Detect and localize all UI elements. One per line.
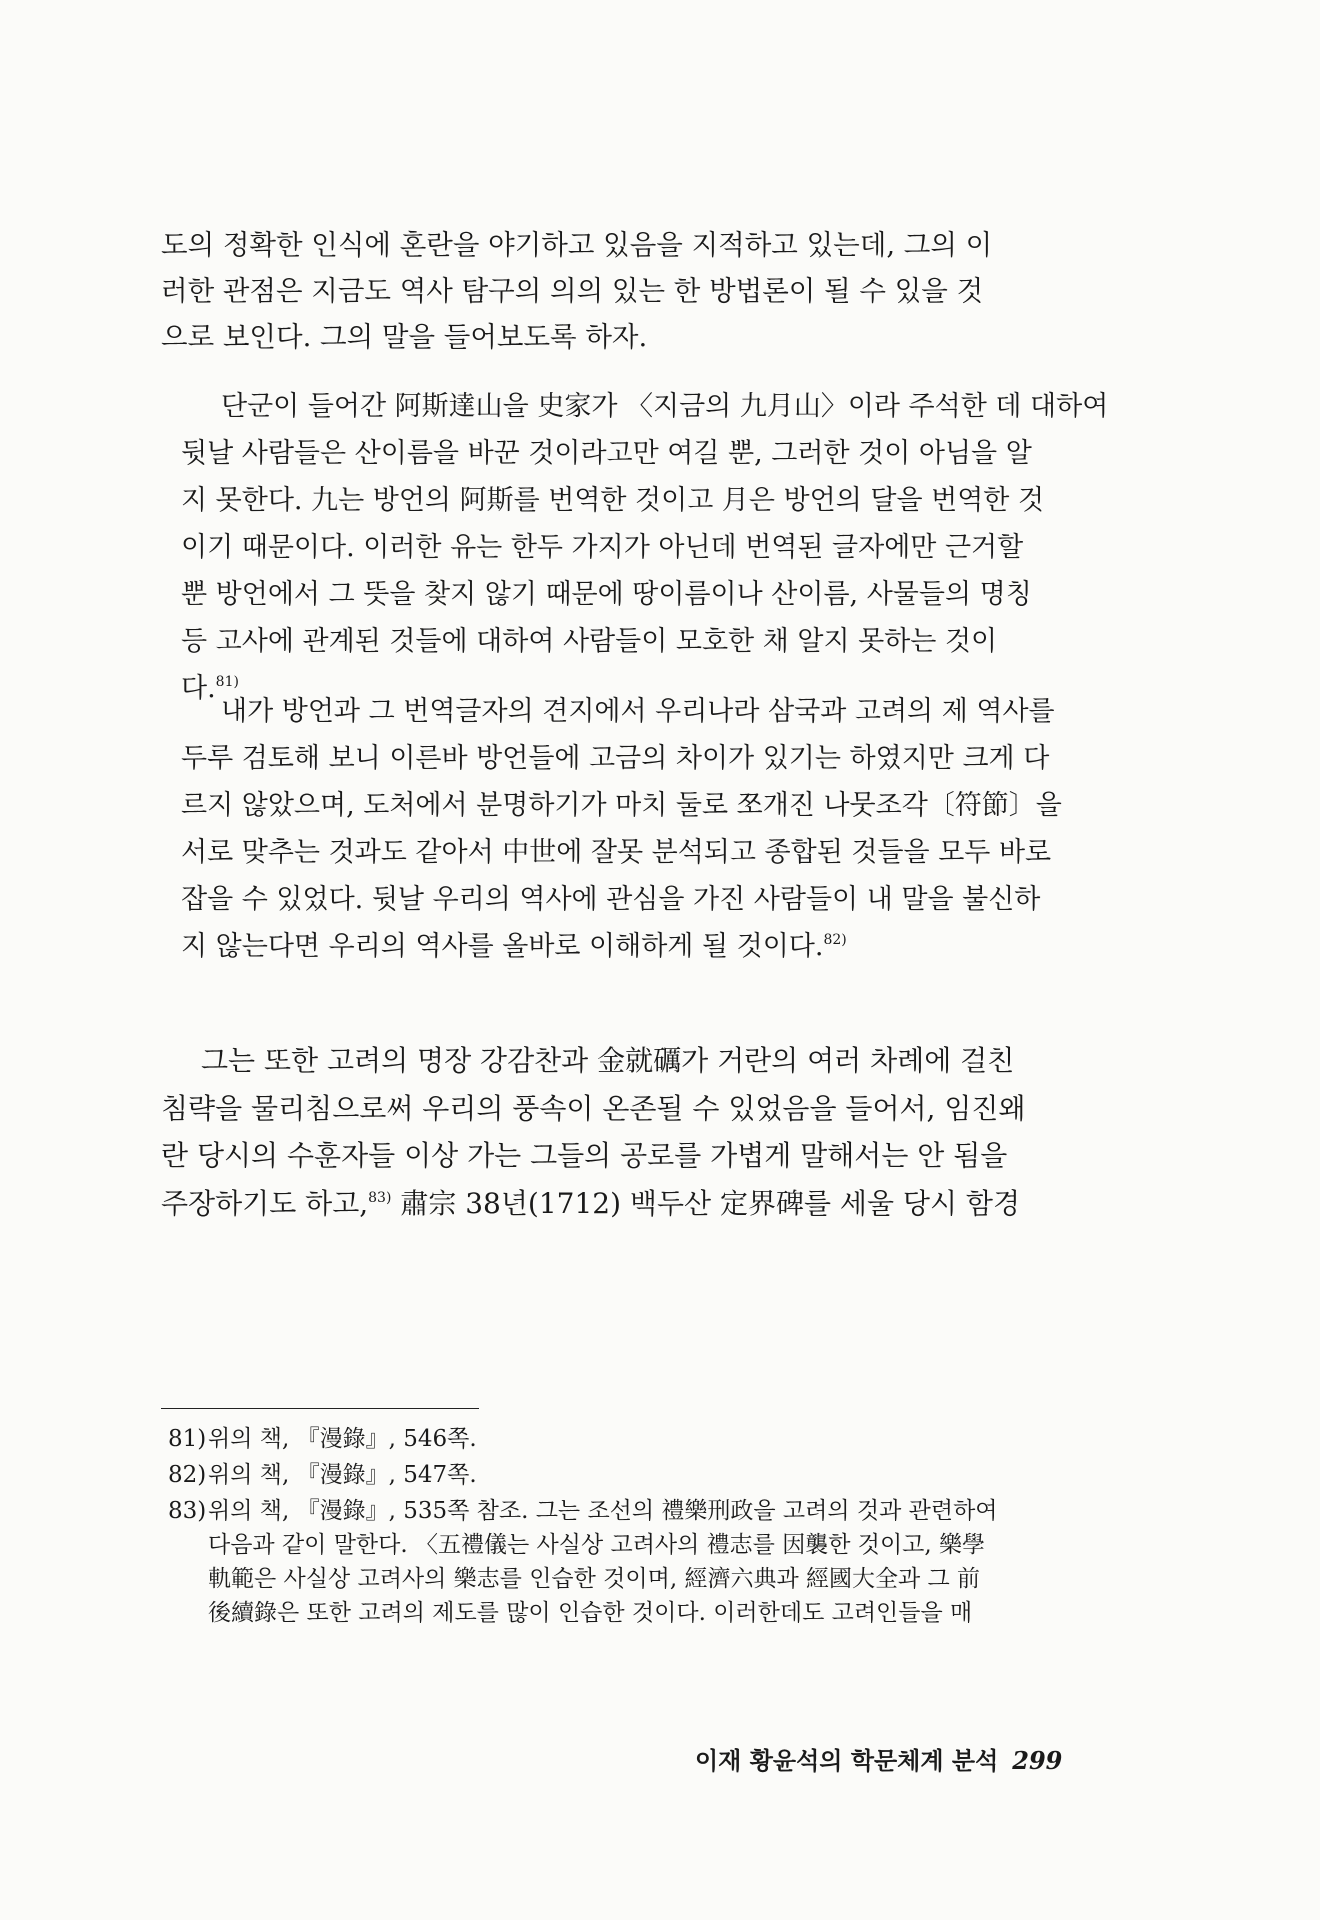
text-line (161, 1180, 1105, 1228)
footnote-ref: 83) (368, 1189, 392, 1206)
text-fragment: 다. (181, 673, 216, 704)
footnote-divider (161, 1408, 479, 1409)
text-line: 그는 또한 고려의 명장 강감찬과 金就礪가 거란의 여러 차례에 걸친 (201, 1044, 1015, 1077)
text-line: 지 못한다. 九는 방언의 阿斯를 번역한 것이고 月은 방언의 달을 번역한 것 (181, 485, 1045, 516)
text-line: 으로 보인다. 그의 말을 들어보도록 하자. (161, 321, 648, 353)
text-fragment: 肅宗 38년(1712) 백두산 定界碑를 세울 당시 함경 (391, 1186, 1020, 1220)
footnote-ref: 81) (215, 674, 239, 690)
text-line: 르지 않았으며, 도처에서 분명하기가 마치 둘로 쪼개진 나뭇조각〔符節〕을 (181, 790, 1062, 821)
text-fragment: 주장하기도 하고, (161, 1186, 369, 1220)
footer-title: 이재 황윤석의 학문체계 분석 (695, 1746, 999, 1775)
footnote-82 (168, 1458, 1105, 1492)
running-footer (695, 1741, 1062, 1776)
quote-paragraph-1 (181, 383, 1109, 712)
quote-paragraph-2 (181, 688, 1105, 970)
footnote-number: 81) (168, 1426, 207, 1452)
body-paragraph-1 (161, 222, 1105, 360)
footnote-number: 83) (168, 1498, 207, 1524)
page-number: 299 (1012, 1746, 1063, 1775)
text-line: 내가 방언과 그 번역글자의 견지에서 우리나라 삼국과 고려의 제 역사를 (221, 696, 1055, 727)
footnote-text: 위의 책, 『漫錄』, 547쪽. (208, 1462, 477, 1488)
text-line: 등 고사에 관계된 것들에 대하여 사람들이 모호한 채 알지 못하는 것이 (181, 626, 998, 657)
text-line (181, 923, 1105, 970)
footnote-83 (168, 1494, 1105, 1630)
text-line: 도의 정확한 인식에 혼란을 야기하고 있음을 지적하고 있는데, 그의 이 (161, 229, 993, 261)
body-paragraph-2 (161, 1037, 1105, 1227)
text-line: 러한 관점은 지금도 역사 탐구의 의의 있는 한 방법론이 될 수 있을 것 (161, 275, 984, 307)
text-line: 서로 맞추는 것과도 같아서 中世에 잘못 분석되고 종합된 것들을 모두 바로 (181, 837, 1052, 868)
footnote-number: 82) (168, 1462, 207, 1488)
text-line: 잡을 수 있었다. 뒷날 우리의 역사에 관심을 가진 사람들이 내 말을 불신하 (181, 884, 1041, 915)
footnote-continuation: 後續錄은 또한 고려의 제도를 많이 인습한 것이다. 이러한데도 고려인들을 매 (208, 1600, 973, 1626)
text-line: 뒷날 사람들은 산이름을 바꾼 것이라고만 여길 뿐, 그러한 것이 아님을 알 (181, 438, 1032, 469)
footnote-81 (168, 1422, 1105, 1456)
text-line: 이기 때문이다. 이러한 유는 한두 가지가 아닌데 번역된 글자에만 근거할 (181, 532, 1024, 563)
footnote-continuation: 軌範은 사실상 고려사의 樂志를 인습한 것이며, 經濟六典과 經國大全과 그 前 (208, 1566, 981, 1592)
text-line: 란 당시의 수훈자들 이상 가는 그들의 공로를 가볍게 말해서는 안 됨을 (161, 1139, 1008, 1172)
footnote-text: 위의 책, 『漫錄』, 535쪽 참조. 그는 조선의 禮樂刑政을 고려의 것과 관련하여 (208, 1498, 998, 1524)
text-line: 침략을 물리침으로써 우리의 풍속이 온존될 수 있었음을 들어서, 임진왜 (161, 1091, 1026, 1125)
text-fragment: 지 않는다면 우리의 역사를 올바로 이해하게 될 것이다. (181, 931, 824, 962)
footnote-continuation: 다음과 같이 말한다. 〈五禮儀는 사실상 고려사의 禮志를 因襲한 것이고, 樂學 (208, 1532, 985, 1558)
text-line: 두루 검토해 보니 이른바 방언들에 고금의 차이가 있기는 하였지만 크게 다 (181, 743, 1050, 774)
footnote-text: 위의 책, 『漫錄』, 546쪽. (208, 1426, 477, 1452)
footnote-ref: 82) (823, 932, 847, 948)
text-line: 뿐 방언에서 그 뜻을 찾지 않기 때문에 땅이름이나 산이름, 사물들의 명칭 (181, 579, 1032, 610)
text-line: 단군이 들어간 阿斯達山을 史家가 〈지금의 九月山〉이라 주석한 데 대하여 (221, 391, 1109, 422)
